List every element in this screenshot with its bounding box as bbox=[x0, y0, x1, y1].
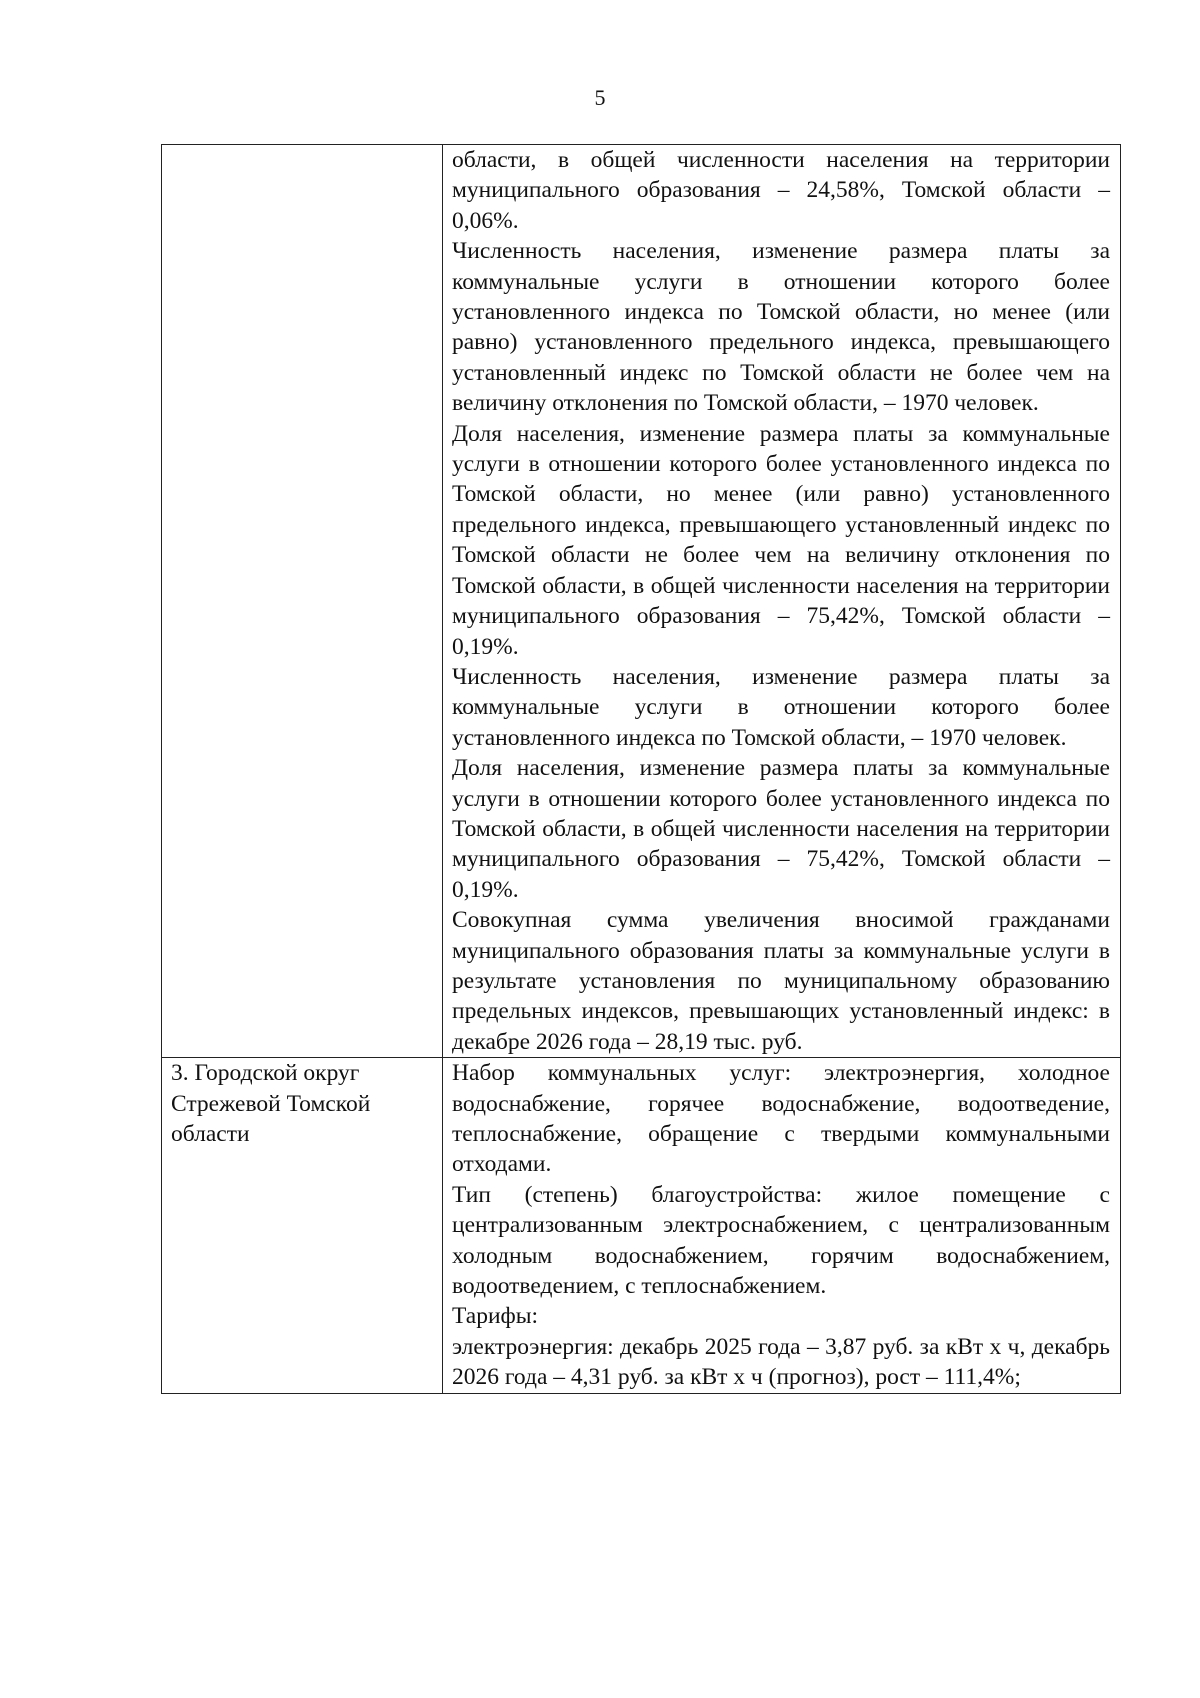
paragraph: Численность населения, изменение размера платы за коммунальные услуги в отношении которого более установленного индекса по Томской области, – 1970 человек. bbox=[452, 663, 1110, 751]
municipality-cell bbox=[162, 145, 443, 1058]
page-number: 5 bbox=[594, 85, 606, 110]
municipality-cell bbox=[162, 1058, 443, 1393]
paragraph: Набор коммунальных услуг: электроэнергия, холодное водоснабжение, горячее водоснабжение, водоотведение, теплоснабжение, обращение с твердыми коммунальными отходами. bbox=[452, 1060, 1110, 1178]
paragraph: Доля населения, изменение размера платы за коммунальные услуги в отношении которого более установленного индекса по Томской области, но менее (или равно) установленного предельного индекса, превышающего установленный индекс по Томской области не более чем на величину отклонения по Томской области, в общей численности населения на территории муниципального образования – 75,42%, Томской области – 0,19%. bbox=[452, 420, 1110, 660]
table-row bbox=[162, 1058, 1121, 1393]
paragraph: Тип (степень) благоустройства: жилое помещение с централизованным электроснабжением, с централизованным холодным водоснабжением, горячим водоснабжением, водоотведением, с теплоснабжением. bbox=[452, 1181, 1110, 1300]
municipality-name: 3. Городской округ Стрежевой Томской области bbox=[171, 1060, 371, 1147]
document-table bbox=[161, 144, 1121, 1394]
paragraph: Численность населения, изменение размера платы за коммунальные услуги в отношении которого более установленного индекса по Томской области, но менее (или равно) установленного предельного индекса, превышающего установленный индекс по Томской области не более чем на величину отклонения по Томской области, – 1970 человек. bbox=[452, 238, 1110, 417]
paragraph: электроэнергия: декабрь 2025 года – 3,87 руб. за кВт х ч, декабрь 2026 года – 4,31 руб. за кВт х ч (прогноз), рост – 111,4%; bbox=[452, 1333, 1110, 1391]
paragraph: Совокупная сумма увеличения вносимой гражданами муниципального образования платы за коммунальные услуги в результате установления по муниципальному образованию предельных индексов, превышающих установленный индекс: в декабре 2026 года – 28,19 тыс. руб. bbox=[452, 907, 1110, 1055]
paragraph: области, в общей численности населения на территории муниципального образования – 24,58%, Томской области – 0,06%. bbox=[452, 147, 1110, 234]
indicators-cell bbox=[443, 1058, 1121, 1393]
indicators-cell bbox=[443, 145, 1121, 1058]
paragraph: Тарифы: bbox=[452, 1303, 539, 1330]
table-row bbox=[162, 145, 1121, 1058]
paragraph: Доля населения, изменение размера платы за коммунальные услуги в отношении которого более установленного индекса по Томской области, в общей численности населения на территории муниципального образования – 75,42%, Томской области – 0,19%. bbox=[452, 755, 1110, 903]
